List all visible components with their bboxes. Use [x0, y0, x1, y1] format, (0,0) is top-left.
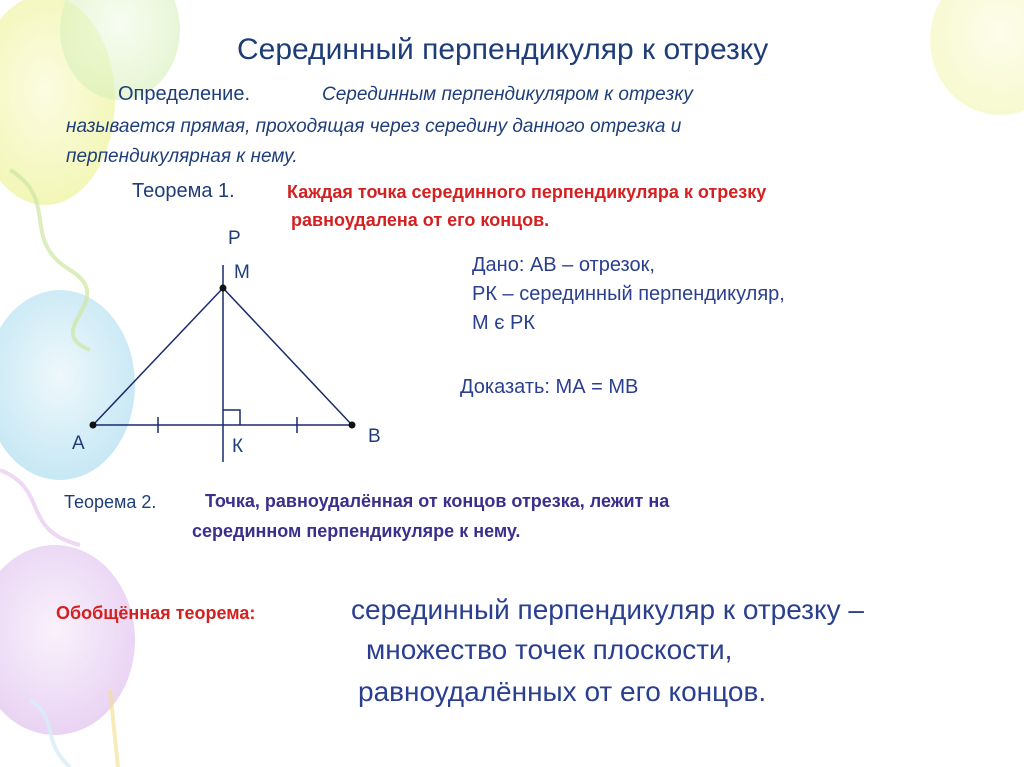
point-a — [90, 422, 97, 429]
point-label-b: В — [368, 426, 381, 447]
theorem2-label: Теорема 2. — [64, 492, 157, 512]
generalized-theorem-label: Обобщённая теорема: — [56, 603, 256, 623]
point-m — [220, 285, 227, 292]
theorem2-line-2: серединном перпендикуляре к нему. — [192, 521, 521, 541]
generalized-line-1: серединный перпендикуляр к отрезку – — [351, 594, 864, 625]
theorem1-line-1: Каждая точка серединного перпендикуляра к отрезку — [287, 182, 767, 202]
point-label-p: Р — [228, 228, 241, 249]
point-label-m: М — [234, 262, 250, 283]
theorem2-line-1: Точка, равноудалённая от концов отрезка, лежит на — [205, 491, 670, 511]
definition-line-3: перпендикулярная к нему. — [66, 146, 298, 167]
point-label-k: К — [232, 436, 244, 457]
given-line-3: М є РК — [472, 312, 535, 334]
segment-ma — [93, 288, 223, 425]
theorem1-line-2: равноудалена от его концов. — [291, 210, 550, 230]
given-line-1: Дано: АВ – отрезок, — [472, 254, 655, 276]
theorem1-label: Теорема 1. — [132, 180, 235, 202]
point-label-a: А — [72, 433, 85, 454]
segment-mb — [223, 288, 352, 425]
generalized-line-3: равноудалённых от его концов. — [358, 676, 767, 707]
definition-label: Определение. — [118, 83, 251, 105]
definition-line-2: называется прямая, проходящая через середину данного отрезка и — [66, 116, 682, 137]
slide-title: Серединный перпендикуляр к отрезку — [237, 33, 769, 66]
right-angle-mark — [223, 410, 240, 425]
generalized-line-2: множество точек плоскости, — [366, 634, 733, 665]
given-line-2: РК – серединный перпендикуляр, — [472, 283, 785, 305]
prove-statement: Доказать: МА = МВ — [460, 376, 639, 398]
definition-line-1: Серединным перпендикуляром к отрезку — [322, 84, 693, 105]
point-b — [349, 422, 356, 429]
